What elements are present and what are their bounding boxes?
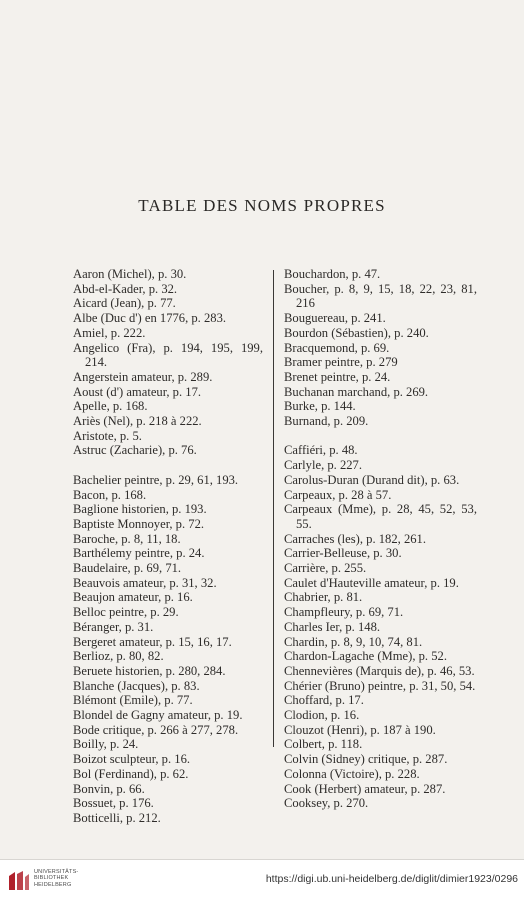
index-column-left	[73, 267, 263, 826]
index-entry: Blémont (Emile), p. 77.	[73, 693, 193, 708]
index-entry: Belloc peintre, p. 29.	[73, 605, 179, 620]
index-entry: Colbert, p. 118.	[284, 737, 363, 752]
index-entry: Carlyle, p. 227.	[284, 458, 362, 473]
index-entry: Boucher, p. 8, 9, 15, 18, 22, 23, 81, 216	[284, 281, 477, 311]
index-entry: Beaujon amateur, p. 16.	[73, 590, 193, 605]
index-entry: Champfleury, p. 69, 71.	[284, 605, 404, 620]
index-entry: Aicard (Jean), p. 77.	[73, 296, 176, 311]
index-entry: Blanche (Jacques), p. 83.	[73, 678, 200, 693]
index-entry: Clouzot (Henri), p. 187 à 190.	[284, 722, 436, 737]
index-entry: Berlioz, p. 80, 82.	[73, 649, 164, 664]
index-entry: Cook (Herbert) amateur, p. 287.	[284, 781, 446, 796]
index-entry: Charles Ier, p. 148.	[284, 619, 381, 634]
index-entry: Aaron (Michel), p. 30.	[73, 267, 187, 281]
index-entry: Colonna (Victoire), p. 228.	[284, 766, 420, 781]
index-entry: Chardin, p. 8, 9, 10, 74, 81.	[284, 634, 423, 649]
index-entry: Caulet d'Hauteville amateur, p. 19.	[284, 575, 459, 590]
index-entry: Carraches (les), p. 182, 261.	[284, 531, 426, 546]
column-divider	[273, 270, 274, 747]
index-entry: Angerstein amateur, p. 289.	[73, 369, 213, 384]
index-entry: Bode critique, p. 266 à 277, 278.	[73, 722, 239, 737]
index-entry: Carpeaux, p. 28 à 57.	[284, 487, 392, 502]
index-entry: Amiel, p. 222.	[73, 325, 146, 340]
index-entry: Chardon-Lagache (Mme), p. 52.	[284, 649, 447, 664]
logo-line: HEIDELBERG	[34, 881, 72, 888]
index-entry: Bacon, p. 168.	[73, 487, 147, 502]
index-entry: Chennevières (Marquis de), p. 46, 53.	[284, 663, 475, 678]
index-entry: Botticelli, p. 212.	[73, 811, 161, 825]
index-entry: Bonvin, p. 66.	[73, 781, 145, 796]
index-entry: Chérier (Bruno) peintre, p. 31, 50, 54.	[284, 678, 476, 693]
index-entry: Angelico (Fra), p. 194, 195, 199, 214.	[73, 340, 263, 370]
viewer-footer	[0, 859, 524, 900]
index-entry: Cooksey, p. 270.	[284, 796, 369, 811]
index-entry: Carpeaux (Mme), p. 28, 45, 52, 53, 55.	[284, 502, 477, 531]
index-entry: Choffard, p. 17.	[284, 693, 364, 708]
index-entry: Boilly, p. 24.	[73, 737, 139, 752]
index-entry: Buchanan marchand, p. 269.	[284, 384, 429, 399]
index-entry: Carrier-Belleuse, p. 30.	[284, 546, 402, 561]
index-entry: Bachelier peintre, p. 29, 61, 193.	[73, 472, 239, 487]
index-entry: Beruete historien, p. 280, 284.	[73, 663, 226, 678]
index-entry: Carolus-Duran (Durand dit), p. 63.	[284, 472, 460, 487]
page-url-link[interactable]: https://digi.ub.uni-heidelberg.de/diglit/dimier1923/0296	[265, 873, 518, 885]
index-entry: Aristote, p. 5.	[73, 428, 142, 443]
index-entry: Bossuet, p. 176.	[73, 796, 154, 811]
index-entry: Barthélemy peintre, p. 24.	[73, 546, 205, 561]
index-entry: Baudelaire, p. 69, 71.	[73, 561, 182, 576]
index-entry: Bergeret amateur, p. 15, 16, 17.	[73, 634, 232, 649]
index-entry: Beauvois amateur, p. 31, 32.	[73, 575, 217, 590]
index-entry: Béranger, p. 31.	[73, 619, 154, 634]
index-entry: Boizot sculpteur, p. 16.	[73, 752, 191, 767]
index-entry: Colvin (Sidney) critique, p. 287.	[284, 752, 448, 767]
index-entry: Ariès (Nel), p. 218 à 222.	[73, 414, 202, 429]
index-entry: Baroche, p. 8, 11, 18.	[73, 531, 181, 546]
logo-line: BIBLIOTHEK	[34, 875, 69, 882]
library-logo-icon	[6, 868, 32, 894]
index-entry: Bouguereau, p. 241.	[284, 311, 386, 326]
index-column-right	[284, 267, 477, 811]
index-entry: Astruc (Zacharie), p. 76.	[73, 443, 197, 458]
index-entry: Apelle, p. 168.	[73, 399, 148, 414]
index-entry: Bouchardon, p. 47.	[284, 267, 381, 281]
index-entry: Carrière, p. 255.	[284, 561, 367, 576]
index-entry: Chabrier, p. 81.	[284, 590, 363, 605]
library-logo-text	[34, 869, 78, 888]
index-entry: Burke, p. 144.	[284, 399, 356, 414]
logo-line: UNIVERSITÄTS-	[34, 869, 79, 875]
index-entry: Burnand, p. 209.	[284, 414, 369, 429]
index-entry: Baptiste Monnoyer, p. 72.	[73, 516, 205, 531]
index-entry: Aoust (d') amateur, p. 17.	[73, 384, 202, 399]
index-entry: Blondel de Gagny amateur, p. 19.	[73, 708, 243, 723]
index-entry: Bourdon (Sébastien), p. 240.	[284, 325, 429, 340]
index-entry: Abd-el-Kader, p. 32.	[73, 281, 178, 296]
page-title: TABLE DES NOMS PROPRES	[138, 196, 386, 215]
index-entry: Baglione historien, p. 193.	[73, 502, 207, 517]
index-entry: Clodion, p. 16.	[284, 708, 360, 723]
index-entry: Albe (Duc d') en 1776, p. 283.	[73, 311, 227, 326]
index-entry: Bol (Ferdinand), p. 62.	[73, 766, 189, 781]
index-entry: Bramer peintre, p. 279	[284, 355, 398, 370]
index-entry: Caffiéri, p. 48.	[284, 443, 358, 458]
index-entry: Brenet peintre, p. 24.	[284, 369, 391, 384]
index-entry: Bracquemond, p. 69.	[284, 340, 390, 355]
